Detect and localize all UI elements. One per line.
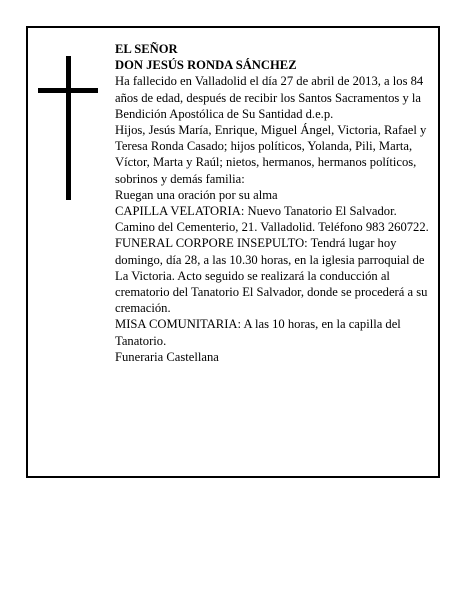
funeral-home: Funeraria Castellana — [115, 349, 219, 364]
notice-title-line-1: EL SEÑOR — [115, 42, 178, 56]
prayer-request: Ruegan una oración por su alma — [115, 187, 278, 202]
obituary-notice — [26, 26, 440, 478]
deceased-name: DON JESÚS RONDA SÁNCHEZ — [115, 58, 297, 73]
cross-icon — [38, 56, 98, 200]
cross-vertical-bar — [66, 56, 71, 200]
chapel-info: CAPILLA VELATORIA: Nuevo Tanatorio El Salvador. Camino del Cementerio, 21. Valladolid. Teléfono 983 260722. — [115, 204, 429, 235]
funeral-info: FUNERAL CORPORE INSEPULTO: Tendrá lugar hoy domingo, día 28, a las 10.30 horas, en la iglesia parroquial de La Victoria. Acto seguido se realizará la conducción al crematorio del Tanatorio El Salvador, donde se procederá a su cremación. — [115, 236, 428, 316]
family-members: Hijos, Jesús María, Enrique, Miguel Ángel, Victoria, Rafael y Teresa Ronda Casado; hijos políticos, Yolanda, Pili, Marta, Víctor, Marta y Raúl; nietos, hermanos, hermanos políticos, sobrinos y demás familia: — [115, 123, 427, 186]
cross-horizontal-bar — [38, 88, 98, 93]
notice-text — [115, 41, 433, 365]
death-announcement: Ha fallecido en Valladolid el día 27 de abril de 2013, a los 84 años de edad, después de recibir los Santos Sacramentos y la Bendición Apostólica de Su Santidad d.e.p. — [115, 74, 424, 121]
mass-info: MISA COMUNITARIA: A las 10 horas, en la capilla del Tanatorio. — [115, 317, 401, 348]
